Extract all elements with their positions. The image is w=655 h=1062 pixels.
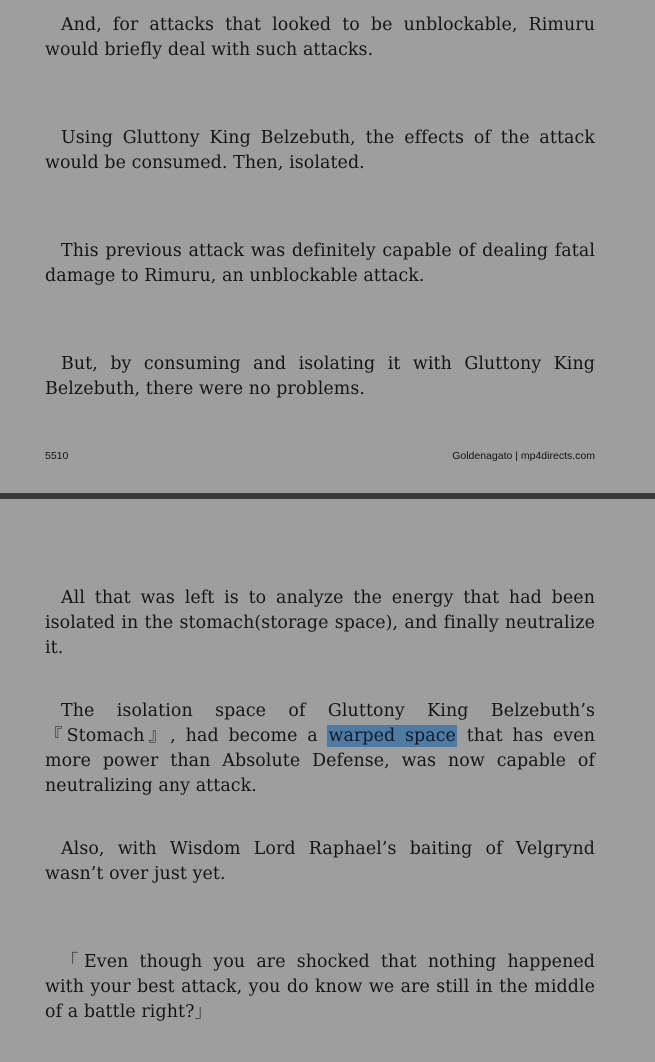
page-footer [45,450,595,464]
paragraph-text: that has even more power than Absolute Defense, was now capable of neutralizing any attack. [45,726,595,796]
paragraph: But, by consuming and isolating it with Gluttony King Belzebuth, there were no problems. [45,354,595,399]
paragraph-text: The isolation space of Gluttony King Belzebuth’s『Stomach』, had become a [45,701,595,746]
paragraph: And, for attacks that looked to be unblockable, Rimuru would briefly deal with such attacks. [45,15,595,60]
page-number: 5510 [45,450,69,462]
paragraph: 「Even though you are shocked that nothing happened with your best attack, you do know we are still in the middle of a battle right?」 [45,952,595,1022]
credit-text: Goldenagato | mp4directs.com [452,450,595,462]
top-page [0,0,655,493]
paragraph [45,699,595,799]
paragraph: Also, with Wisdom Lord Raphael’s baiting of Velgrynd wasn’t over just yet. [45,839,595,884]
bottom-page [0,499,655,1062]
highlighted-text[interactable]: warped space [328,726,456,746]
paragraph: All that was left is to analyze the energy that had been isolated in the stomach(storage space), and finally neutralize it. [45,588,595,658]
paragraph: Using Gluttony King Belzebuth, the effects of the attack would be consumed. Then, isolated. [45,128,595,173]
paragraph: This previous attack was definitely capable of dealing fatal damage to Rimuru, an unblockable attack. [45,241,595,286]
